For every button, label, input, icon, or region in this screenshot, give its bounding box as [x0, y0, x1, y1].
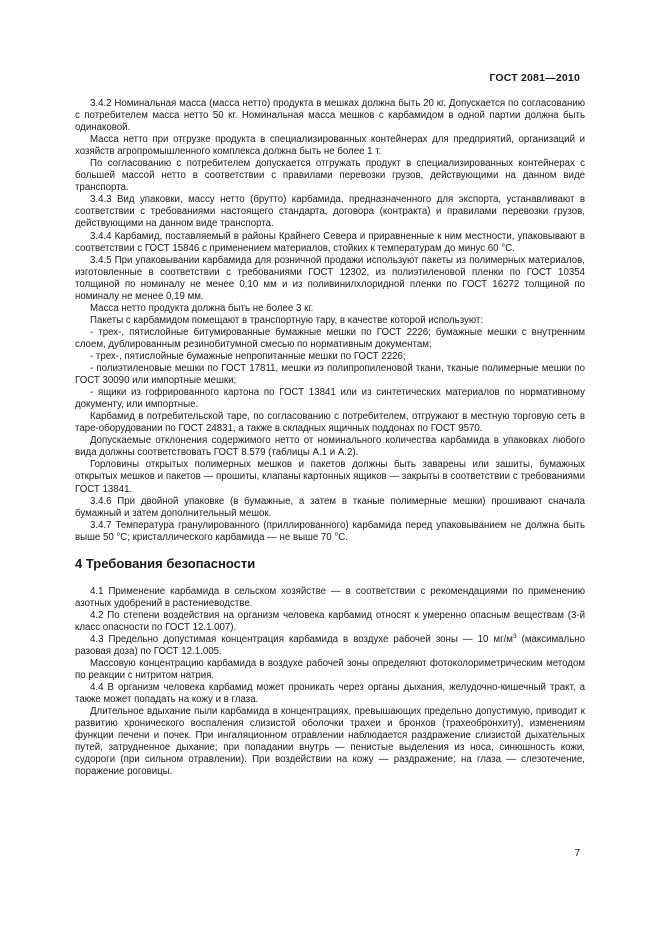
paragraph-3-4-7: 3.4.7 Температура гранулированного (приллированного) карбамида перед упаковыванием не должна быть выше 50 °С; кристаллического карбамида — не выше 70 °С.	[75, 519, 585, 543]
paragraph-chronic-effects: Длительное вдыхание пыли карбамида в концентрациях, превышающих предельно допустимую, приводит к развитию хронического воспаления слизистой оболочки трахеи и бронхов (трахеобронхиту), изменениям функции печени и почек. При ингаляционном отравлении наблюдается раздражение слизистой дыхательных путей, затрудненное дыхание; при попадании внутрь — пенистые выделения из носа, синюшность кожи, судороги (при сильном отравлении). При воздействии на кожу — раздражение; на глаза — слезотечение, поражение роговицы.	[75, 706, 585, 778]
paragraph-4-3-text-end: (максимально разовая доза) по ГОСТ 12.1.005.	[75, 633, 585, 657]
paragraph-4-1: 4.1 Применение карбамида в сельском хозяйстве — в соответствии с рекомендациями по применению азотных удобрений в растениеводстве.	[75, 585, 585, 609]
paragraph-deviations: Допускаемые отклонения содержимого нетто от номинального количества карбамида в упаковках любого вида должны соответствовать ГОСТ 8.579 (таблицы А.1 и А.2).	[75, 435, 585, 459]
list-item-polyethylene-bags: - полиэтиленовые мешки по ГОСТ 17811, мешки из полипропиленовой ткани, тканые полимерные мешки по ГОСТ 30090 или импортные мешки;	[75, 363, 585, 387]
paragraph-bag-necks: Горловины открытых полимерных мешков и пакетов должны быть заварены или зашиты, бумажных открытых мешков и пакетов — прошиты, клапаны картонных ящиков — закрыты в соответствии с требованиями ГОСТ 13841.	[75, 459, 585, 495]
paragraph-transport-tare: Пакеты с карбамидом помещают в транспортную тару, в качестве которой используют:	[90, 314, 484, 326]
paragraph-4-3-text: 4.3 Предельно допустимая концентрация карбамида в воздухе рабочей зоны — 10 мг/м	[90, 633, 513, 645]
document-header: ГОСТ 2081—2010	[489, 72, 580, 84]
page-number: 7	[574, 848, 580, 859]
list-item-paper-bags: - трех-, пятислойные бумажные непропитанные мешки по ГОСТ 2226;	[90, 350, 406, 362]
document-body	[75, 98, 585, 778]
paragraph-consumer-tare: Карбамид в потребительской таре, по согласованию с потребителем, отгружают в местную торговую сеть в таре-оборудовании по ГОСТ 24831, а также в складных ящичных поддонах по ГОСТ 9570.	[75, 411, 585, 435]
paragraph-net-mass-containers: Масса нетто при отгрузке продукта в специализированных контейнерах для предприятий, организаций и хозяйств агропромышленного комплекса должна быть не более 1 т.	[75, 134, 585, 158]
paragraph-large-containers: По согласованию с потребителем допускается отгружать продукт в специализированных контейнерах с большей массой нетто в соответствии с правилами перевозки грузов, действующими на данном виде транспорта.	[75, 158, 585, 194]
paragraph-4-2: 4.2 По степени воздействия на организм человека карбамид относят к умеренно опасным веществам (3-й класс опасности по ГОСТ 12.1.007).	[75, 609, 585, 633]
section-4-title: 4 Требования безопасности	[75, 555, 256, 571]
list-item-bitumen-bags: - трех-, пятислойные битумированные бумажные мешки по ГОСТ 2226; бумажные мешки с внутренним слоем, дублированным резинобитумной смесью по нормативным документам;	[75, 326, 585, 350]
paragraph-3-4-4: 3.4.4 Карбамид, поставляемый в районы Крайнего Севера и приравненные к ним местности, упаковывают в соответствии с ГОСТ 15846 с применением материалов, стойких к температурам до минус 60 °С.	[75, 230, 585, 254]
paragraph-3-4-3: 3.4.3 Вид упаковки, массу нетто (брутто) карбамида, предназначенного для экспорта, устанавливают в соответствии с требованиями настоящего стандарта, договора (контракта) и правилами перевозки грузов, действующими на данном виде транспорта.	[75, 194, 585, 230]
paragraph-retail-mass: Масса нетто продукта должна быть не более 3 кг.	[90, 302, 314, 314]
paragraph-4-3	[75, 634, 585, 658]
paragraph-4-3-superscript: 3	[512, 632, 517, 640]
list-item-cardboard-boxes: - ящики из гофрированного картона по ГОСТ 13841 или из синтетических материалов по нормативному документу, или импортные.	[75, 387, 585, 411]
paragraph-3-4-2: 3.4.2 Номинальная масса (масса нетто) продукта в мешках должна быть 20 кг. Допускается по согласованию с потребителем масса нетто 50 кг. Номинальная масса мешков с карбамидом в одной партии должна быть одинаковой.	[75, 98, 585, 134]
paragraph-3-4-5: 3.4.5 При упаковывании карбамида для розничной продажи используют пакеты из полимерных материалов, изготовленные в соответствии с требованиями ГОСТ 12302, из полиэтиленовой пленки по ГОСТ 10354 толщиной по номиналу не менее 0,10 мм и из поливинилхлоридной пленки по ГОСТ 16272 толщиной по номиналу не менее 0,19 мм.	[75, 254, 585, 302]
paragraph-4-4: 4.4 В организм человека карбамид может проникать через органы дыхания, желудочно-кишечный тракт, а также может попадать на кожу и в глаза.	[75, 682, 585, 706]
paragraph-measurement-method: Массовую концентрацию карбамида в воздухе рабочей зоны определяют фотоколориметрическим методом по реакции с нитритом натрия.	[75, 658, 585, 682]
paragraph-3-4-6: 3.4.6 При двойной упаковке (в бумажные, а затем в тканые полимерные мешки) прошивают сначала бумажный и затем дополнительный мешок.	[75, 495, 585, 519]
